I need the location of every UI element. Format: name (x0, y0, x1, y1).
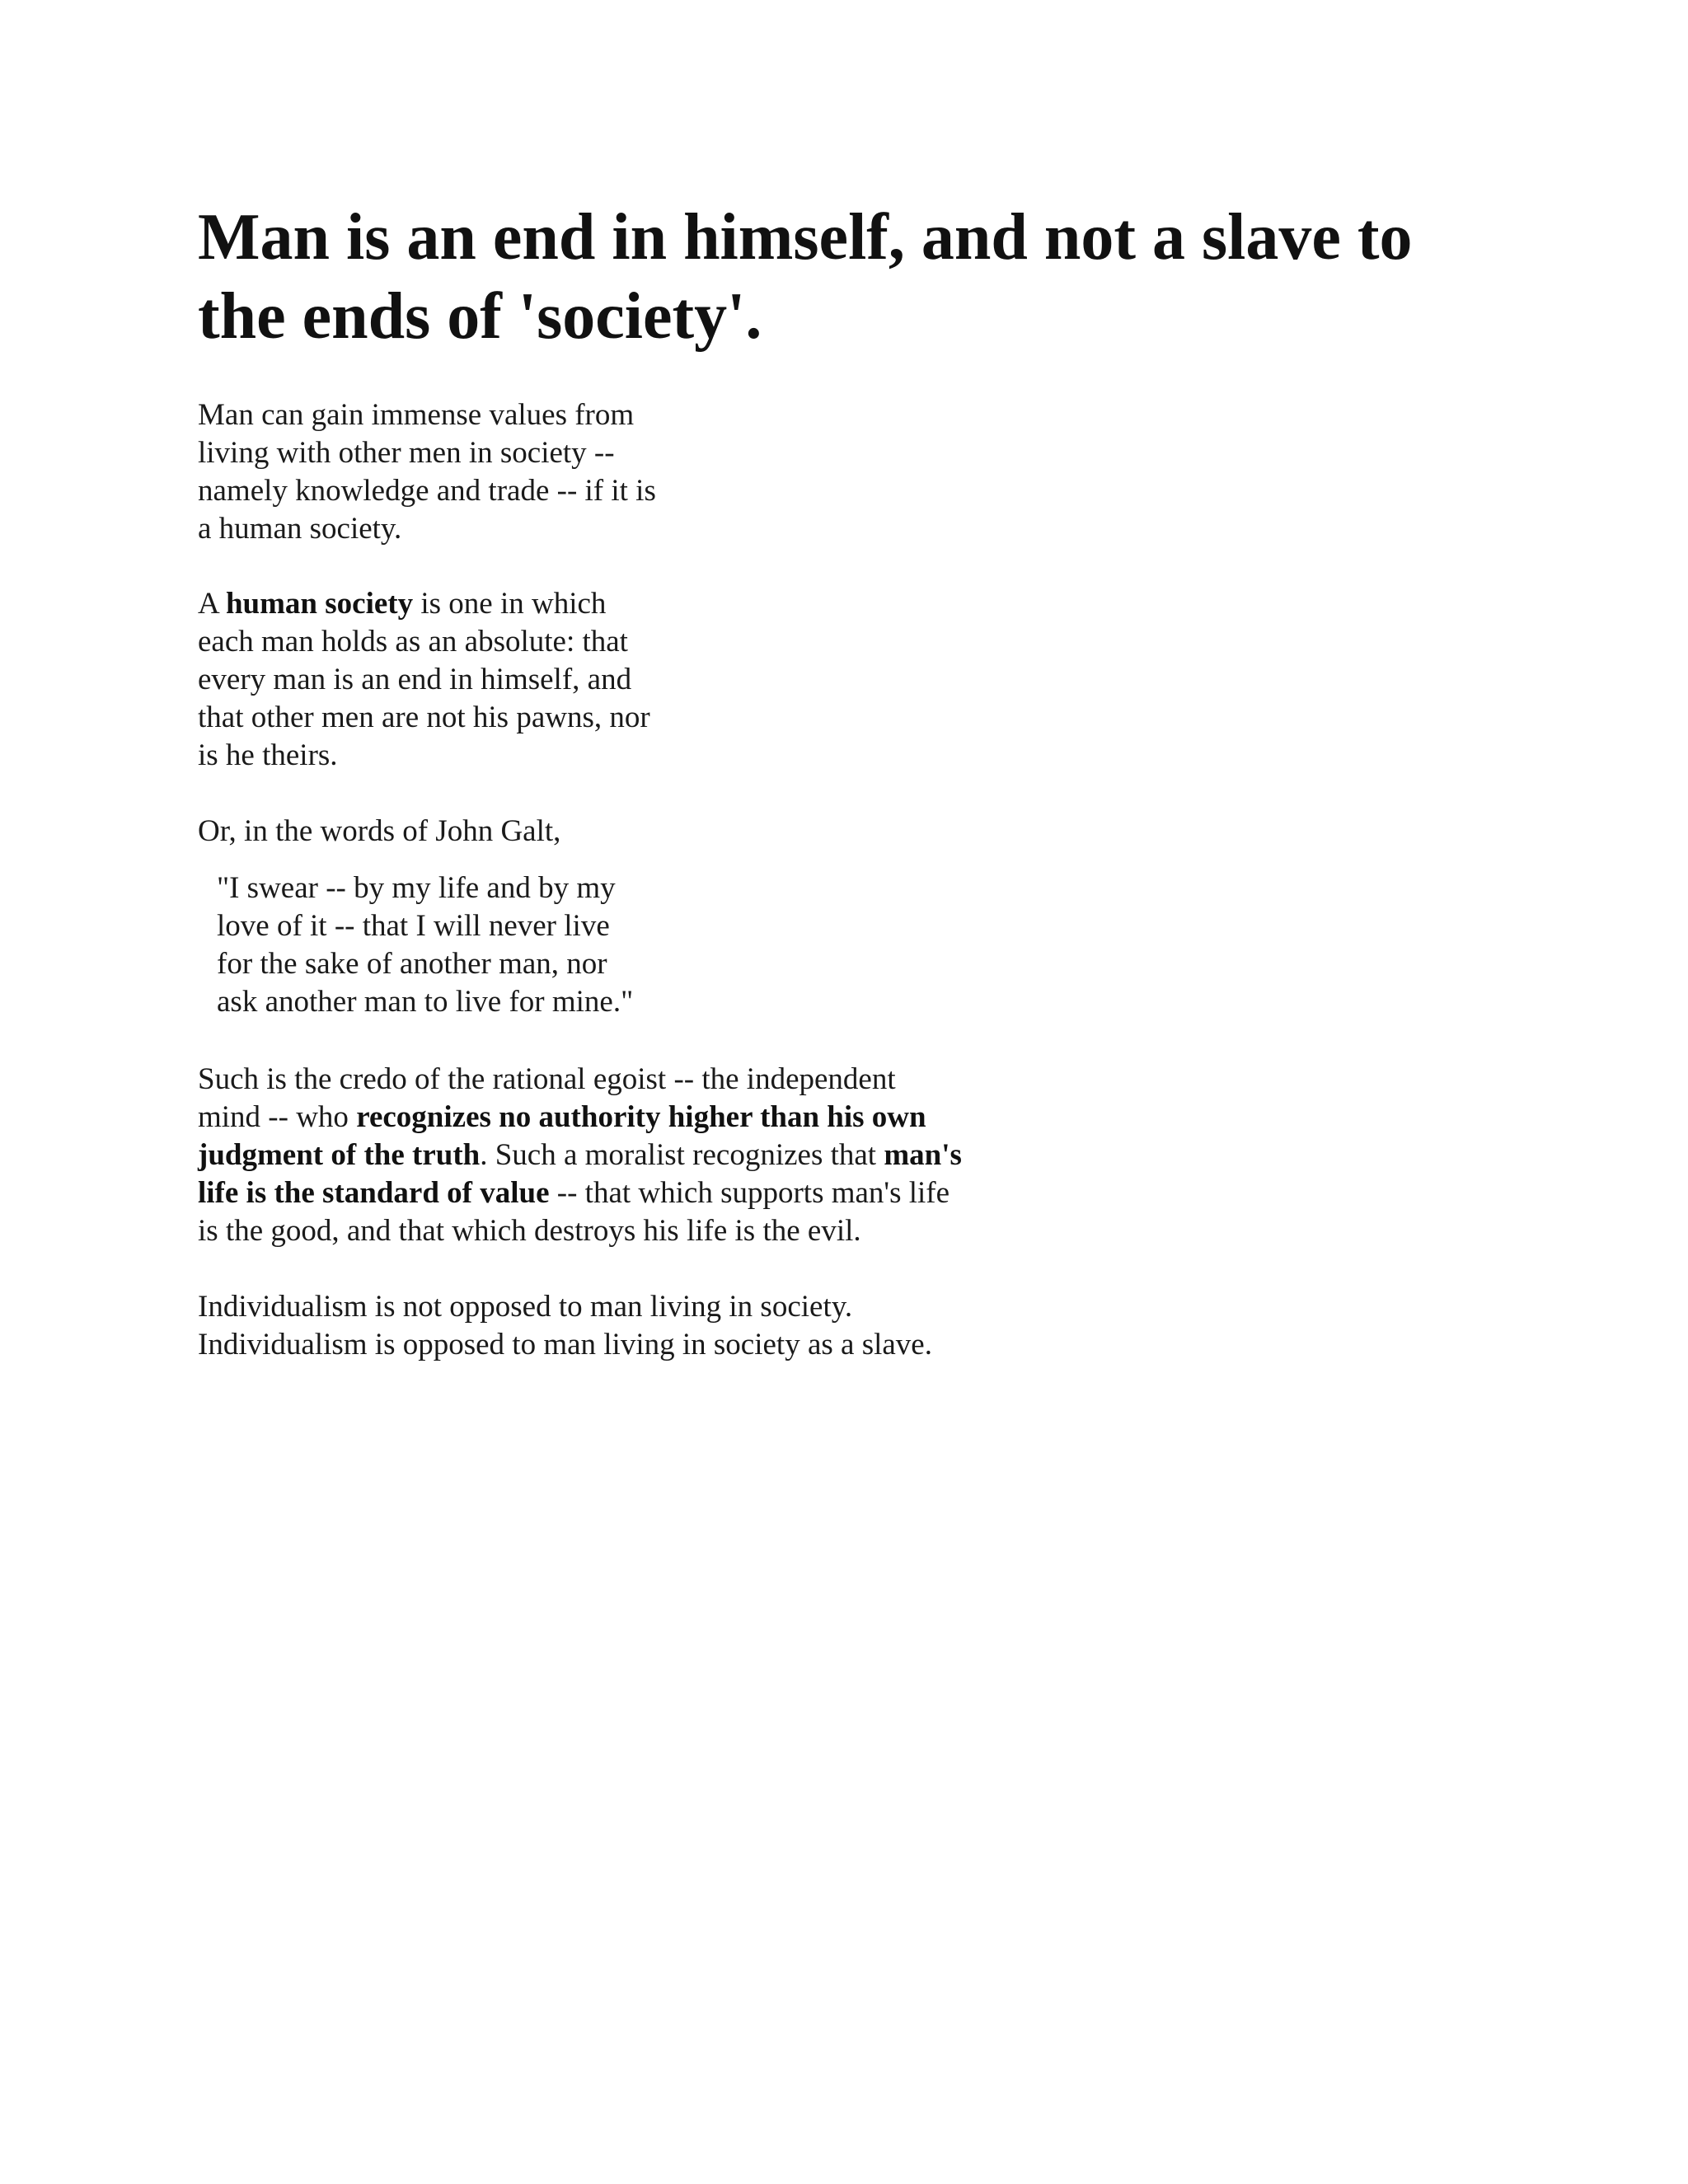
quote-line: for the sake of another man, nor (217, 947, 607, 981)
text-line: a human society. (198, 512, 402, 546)
text-line: that other men are not his pawns, nor (198, 701, 650, 734)
text-line: Such is the credo of the rational egoist -- the independent (198, 1062, 896, 1096)
text-line: namely knowledge and trade -- if it is (198, 474, 656, 508)
text-run: -- that which supports man's life (549, 1176, 950, 1210)
text-run: mind -- who (198, 1100, 357, 1134)
quote-line: ask another man to live for mine." (217, 985, 634, 1019)
text-line: living with other men in society -- (198, 436, 615, 470)
text-run: is one in which (413, 587, 607, 621)
bold-phrase-judgment: judgment of the truth (198, 1138, 481, 1172)
text-line (198, 1099, 962, 1137)
paragraph-individualism (198, 1288, 932, 1364)
text-line: Or, in the words of John Galt, (198, 814, 561, 848)
blockquote-galt-oath (217, 869, 633, 1021)
text-line: Man can gain immense values from (198, 398, 635, 432)
quote-line: love of it -- that I will never live (217, 909, 610, 943)
text-line: Individualism is not opposed to man living in society. (198, 1290, 853, 1324)
page-title (198, 198, 1484, 356)
text-line: each man holds as an absolute: that (198, 625, 628, 658)
bold-term-human-society: human society (225, 587, 414, 621)
text-line: is he theirs. (198, 738, 338, 772)
paragraph-human-society-definition (198, 585, 650, 775)
text-line (198, 585, 650, 623)
paragraph-human-society-values (198, 396, 656, 548)
text-line: is the good, and that which destroys his life is the evil. (198, 1214, 861, 1248)
bold-phrase-standard-of-value: life is the standard of value (198, 1176, 550, 1210)
text-line: every man is an end in himself, and (198, 663, 632, 696)
bold-phrase-mans: man's (884, 1138, 962, 1172)
bold-phrase-authority: recognizes no authority higher than his own (356, 1100, 926, 1134)
text-line (198, 1137, 962, 1174)
paragraph-rational-egoist (198, 1061, 962, 1250)
text-line: Individualism is opposed to man living in society as a slave. (198, 1328, 932, 1361)
quote-line: "I swear -- by my life and by my (217, 871, 616, 905)
text-run: . Such a moralist recognizes that (480, 1138, 884, 1172)
paragraph-galt-intro (198, 813, 560, 851)
title-line-1: Man is an end in himself, and not a slave to (198, 201, 1413, 274)
title-line-2: the ends of 'society'. (198, 280, 762, 353)
text-line (198, 1174, 962, 1212)
text-run: A (198, 587, 226, 621)
